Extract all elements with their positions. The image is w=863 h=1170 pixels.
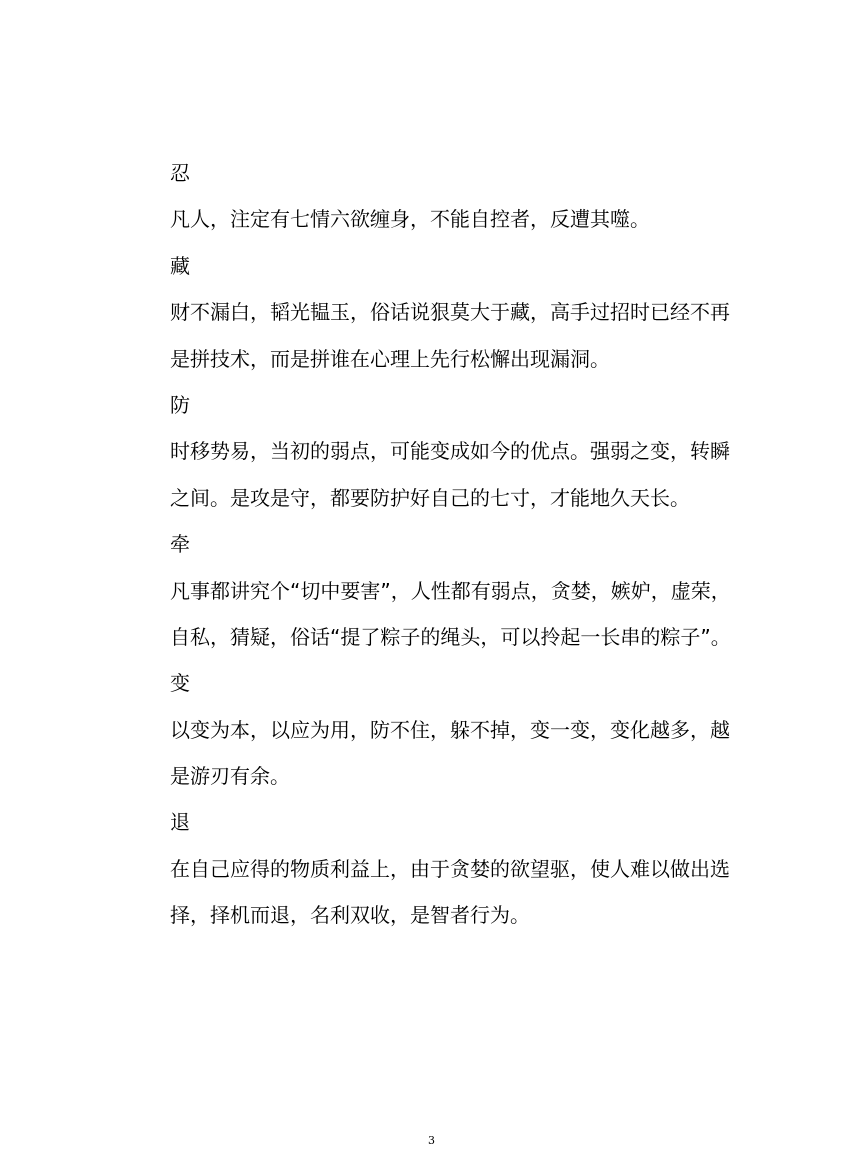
paragraph-line: 凡人，注定有七情六欲缠身，不能自控者，反遭其噬。	[170, 207, 650, 232]
paragraph-line: 凡事都讲究个“切中要害”，人性都有弱点，贪婪，嫉妒，虚荣，	[170, 578, 731, 603]
heading-ren: 忍	[170, 161, 190, 185]
heading-bian: 变	[170, 671, 190, 696]
paragraph-line: 是拼技术，而是拼谁在心理上先行松懈出现漏洞。	[170, 346, 610, 371]
paragraph-line: 时移势易，当初的弱点，可能变成如今的优点。强弱之变，转瞬	[170, 439, 730, 464]
paragraph-line: 是游刃有余。	[170, 764, 290, 789]
paragraph-line: 在自己应得的物质利益上，由于贪婪的欲望驱，使人难以做出选	[170, 856, 730, 881]
heading-fang: 防	[170, 392, 190, 417]
paragraph-line: 之间。是攻是守，都要防护好自己的七寸，才能地久天长。	[170, 485, 690, 510]
paragraph-line: 以变为本，以应为用，防不住，躲不掉，变一变，变化越多，越	[170, 717, 730, 742]
paragraph-line: 自私，猜疑，俗话“提了粽子的绳头，可以拎起一长串的粽子”。	[170, 624, 731, 649]
body-text	[170, 150, 750, 939]
heading-cang: 藏	[170, 253, 190, 278]
heading-qian: 牵	[170, 532, 190, 557]
heading-tui: 退	[170, 810, 190, 835]
paragraph-line: 财不漏白，韬光韫玉，俗话说狠莫大于藏，高手过招时已经不再	[170, 300, 730, 325]
page-number: 3	[428, 1134, 435, 1147]
paragraph-line: 择，择机而退，名利双收，是智者行为。	[170, 903, 530, 928]
